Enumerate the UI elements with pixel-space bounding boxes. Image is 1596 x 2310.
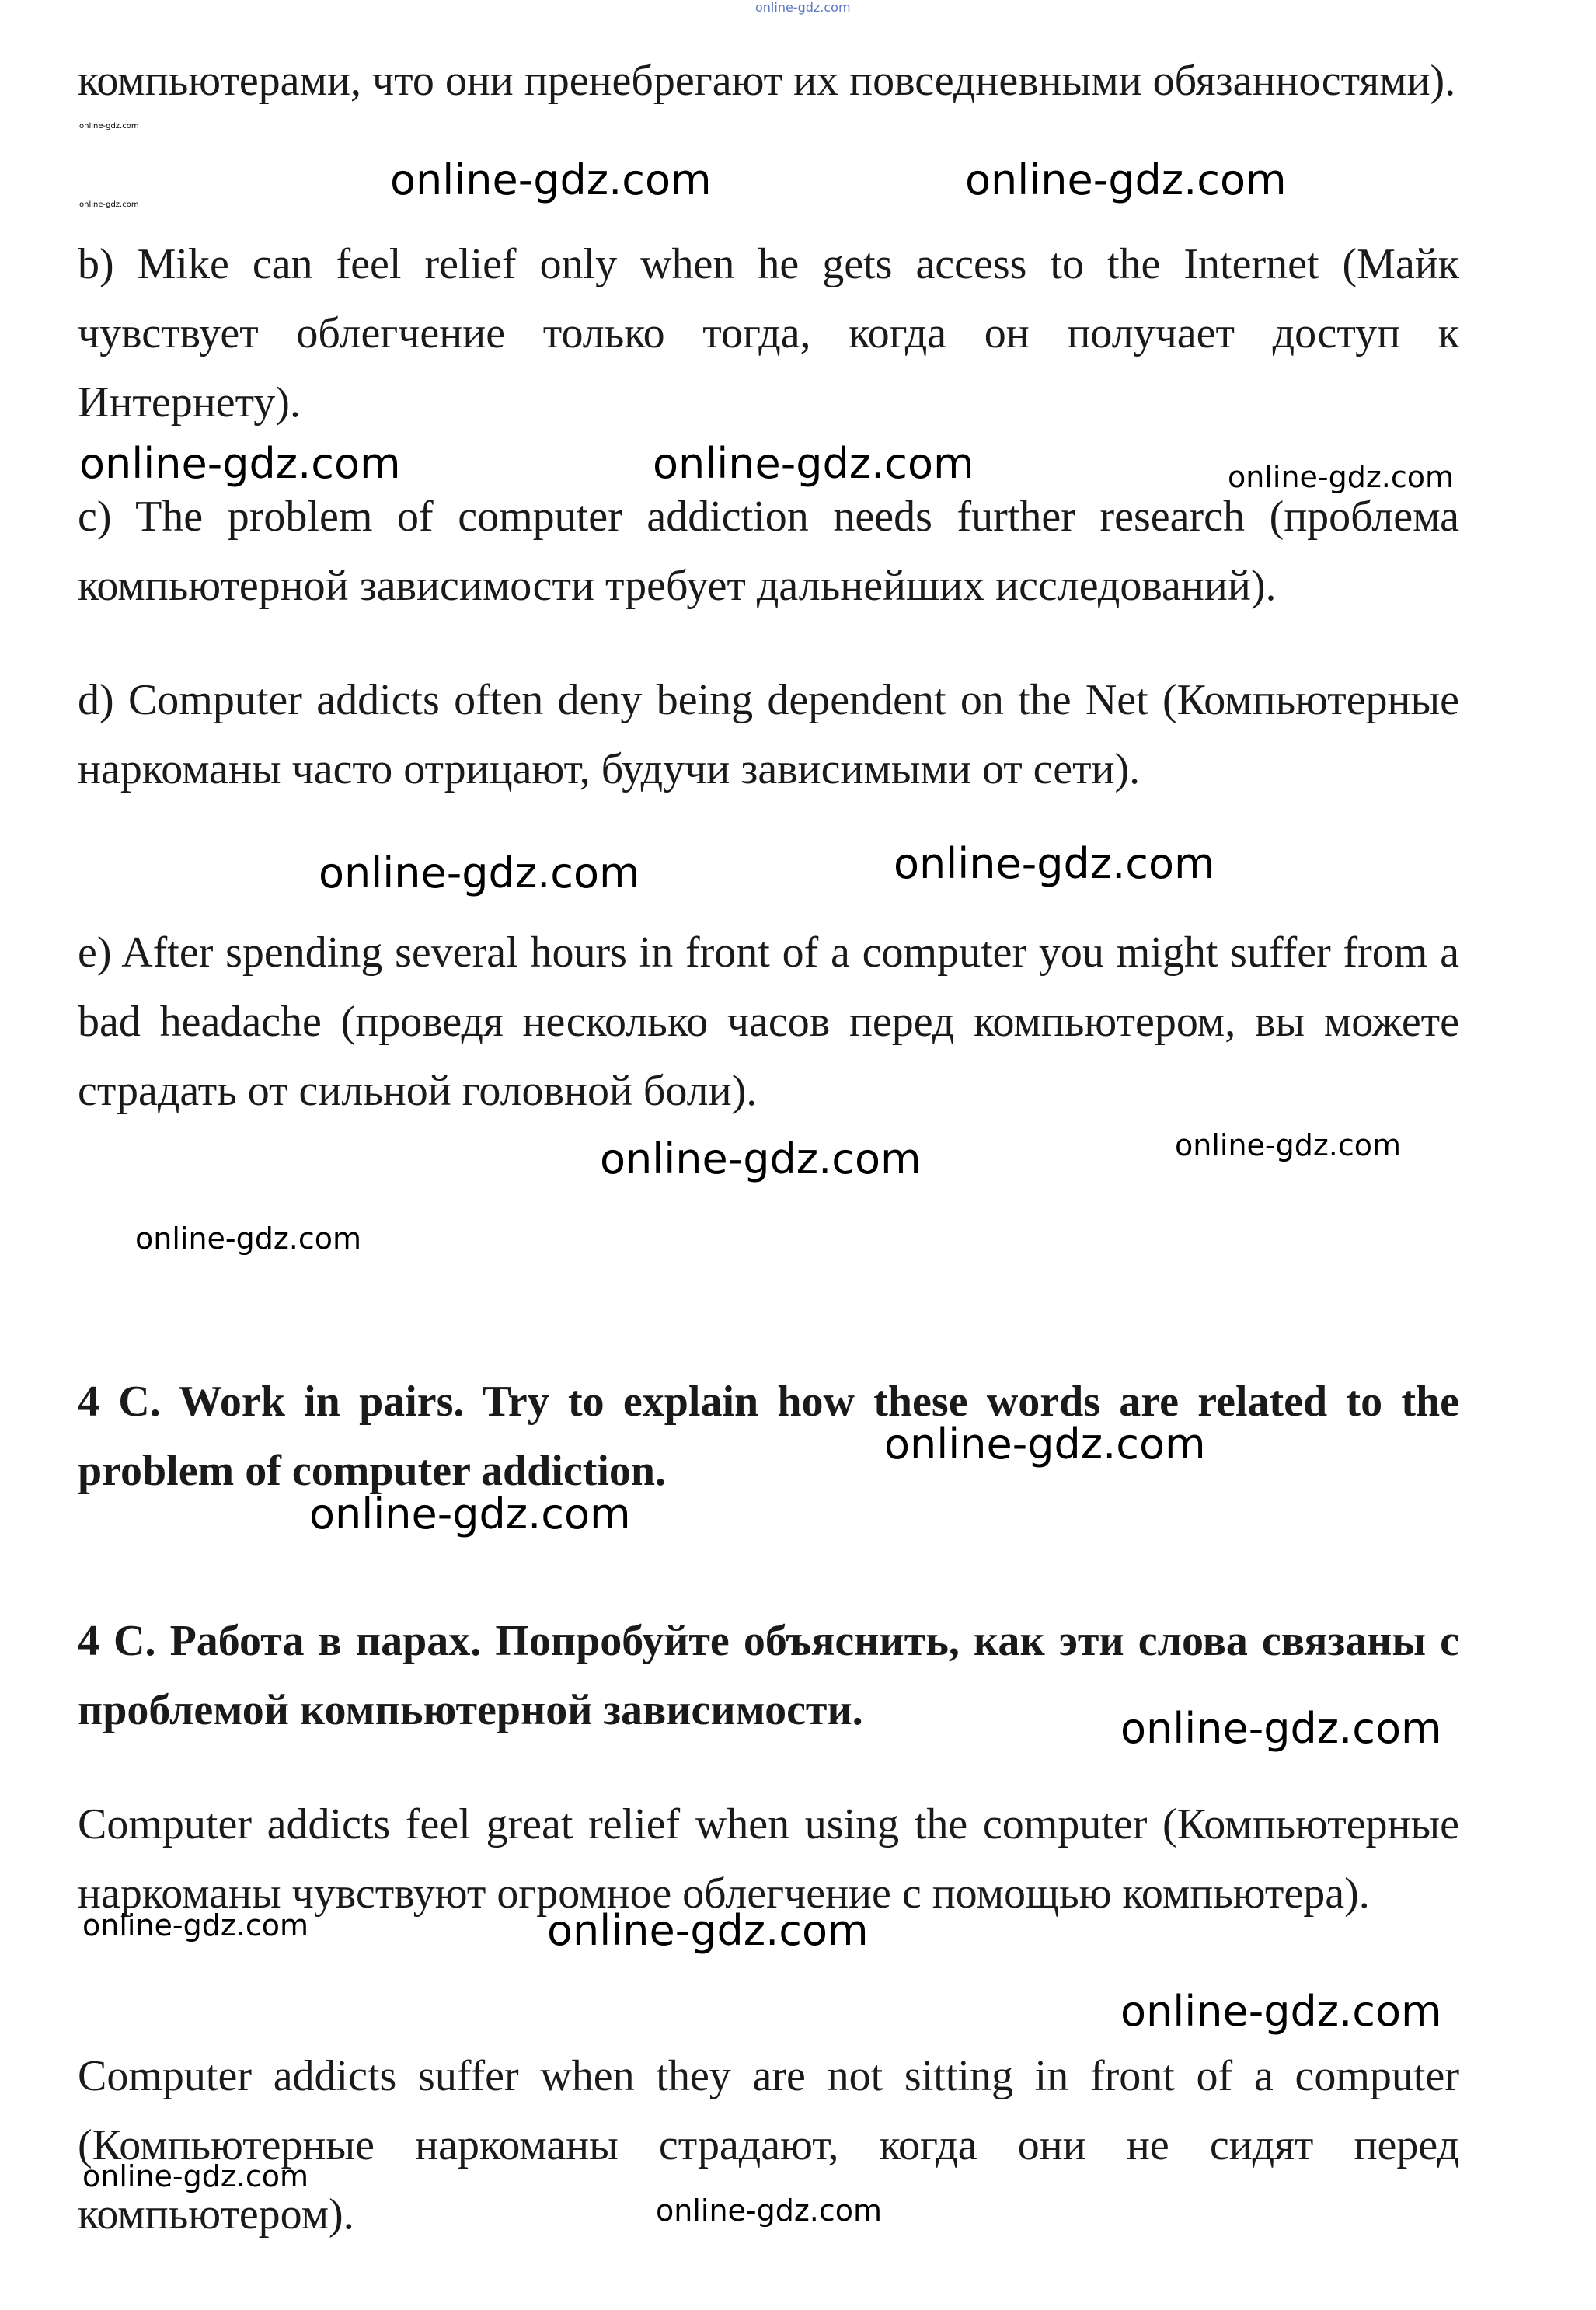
watermark: online-gdz.com [390, 155, 712, 204]
watermark-small: online-gdz.com [79, 200, 139, 209]
paragraph-b: b) Mike can feel relief only when he gets access to the Internet (Майк чувствует облегчение только тогда, когда он получает доступ к Интернету). [78, 240, 1459, 427]
watermark: online-gdz.com [319, 848, 640, 897]
paragraph-e: e) After spending several hours in front of a computer you might suffer from a bad headache (проведя несколько часов перед компьютером, вы можете страдать от сильной головной боли). [78, 929, 1459, 1115]
watermark: online-gdz.com [82, 2159, 309, 2193]
watermark: online-gdz.com [309, 1489, 631, 1538]
exercise-heading-russian: 4 С. Работа в парах. Попробуйте объяснить, как эти слова связаны с проблемой компьютерной зависимости. [78, 1617, 1459, 1734]
watermark: online-gdz.com [82, 1908, 309, 1942]
paragraph-a-end: компьютерами, что они пренебрегают их повседневными обязанностями). [78, 57, 1456, 105]
watermark: online-gdz.com [79, 439, 401, 488]
watermark: online-gdz.com [884, 1420, 1206, 1469]
watermark: online-gdz.com [656, 2193, 883, 2228]
answer-paragraph-1: Computer addicts feel great relief when using the computer (Компьютерные наркоманы чувствуют огромное облегчение с помощью компьютера). [78, 1800, 1459, 1918]
watermark: online-gdz.com [135, 1221, 362, 1256]
exercise-heading-english: 4 C. Work in pairs. Try to explain how these words are related to the problem of computer addiction. [78, 1378, 1459, 1495]
watermark-small: online-gdz.com [79, 122, 139, 131]
watermark: online-gdz.com [1228, 460, 1455, 494]
watermark: online-gdz.com [1175, 1128, 1402, 1162]
watermark: online-gdz.com [1120, 1987, 1442, 2036]
paragraph-c: c) The problem of computer addiction needs further research (проблема компьютерной зависимости требует дальнейших исследований). [78, 493, 1459, 610]
watermark: online-gdz.com [965, 155, 1287, 204]
watermark: online-gdz.com [1120, 1704, 1442, 1753]
watermark: online-gdz.com [653, 439, 974, 488]
watermark: online-gdz.com [894, 839, 1215, 888]
watermark: online-gdz.com [600, 1134, 922, 1183]
paragraph-d: d) Computer addicts often deny being dependent on the Net (Компьютерные наркоманы часто отрицают, будучи зависимыми от сети). [78, 676, 1459, 793]
watermark: online-gdz.com [547, 1906, 869, 1955]
watermark-top: online-gdz.com [755, 0, 851, 15]
answer-paragraph-2: Computer addicts suffer when they are not sitting in front of a computer (Компьютерные наркоманы страдают, когда они не сидят перед компьютером). [78, 2052, 1459, 2239]
